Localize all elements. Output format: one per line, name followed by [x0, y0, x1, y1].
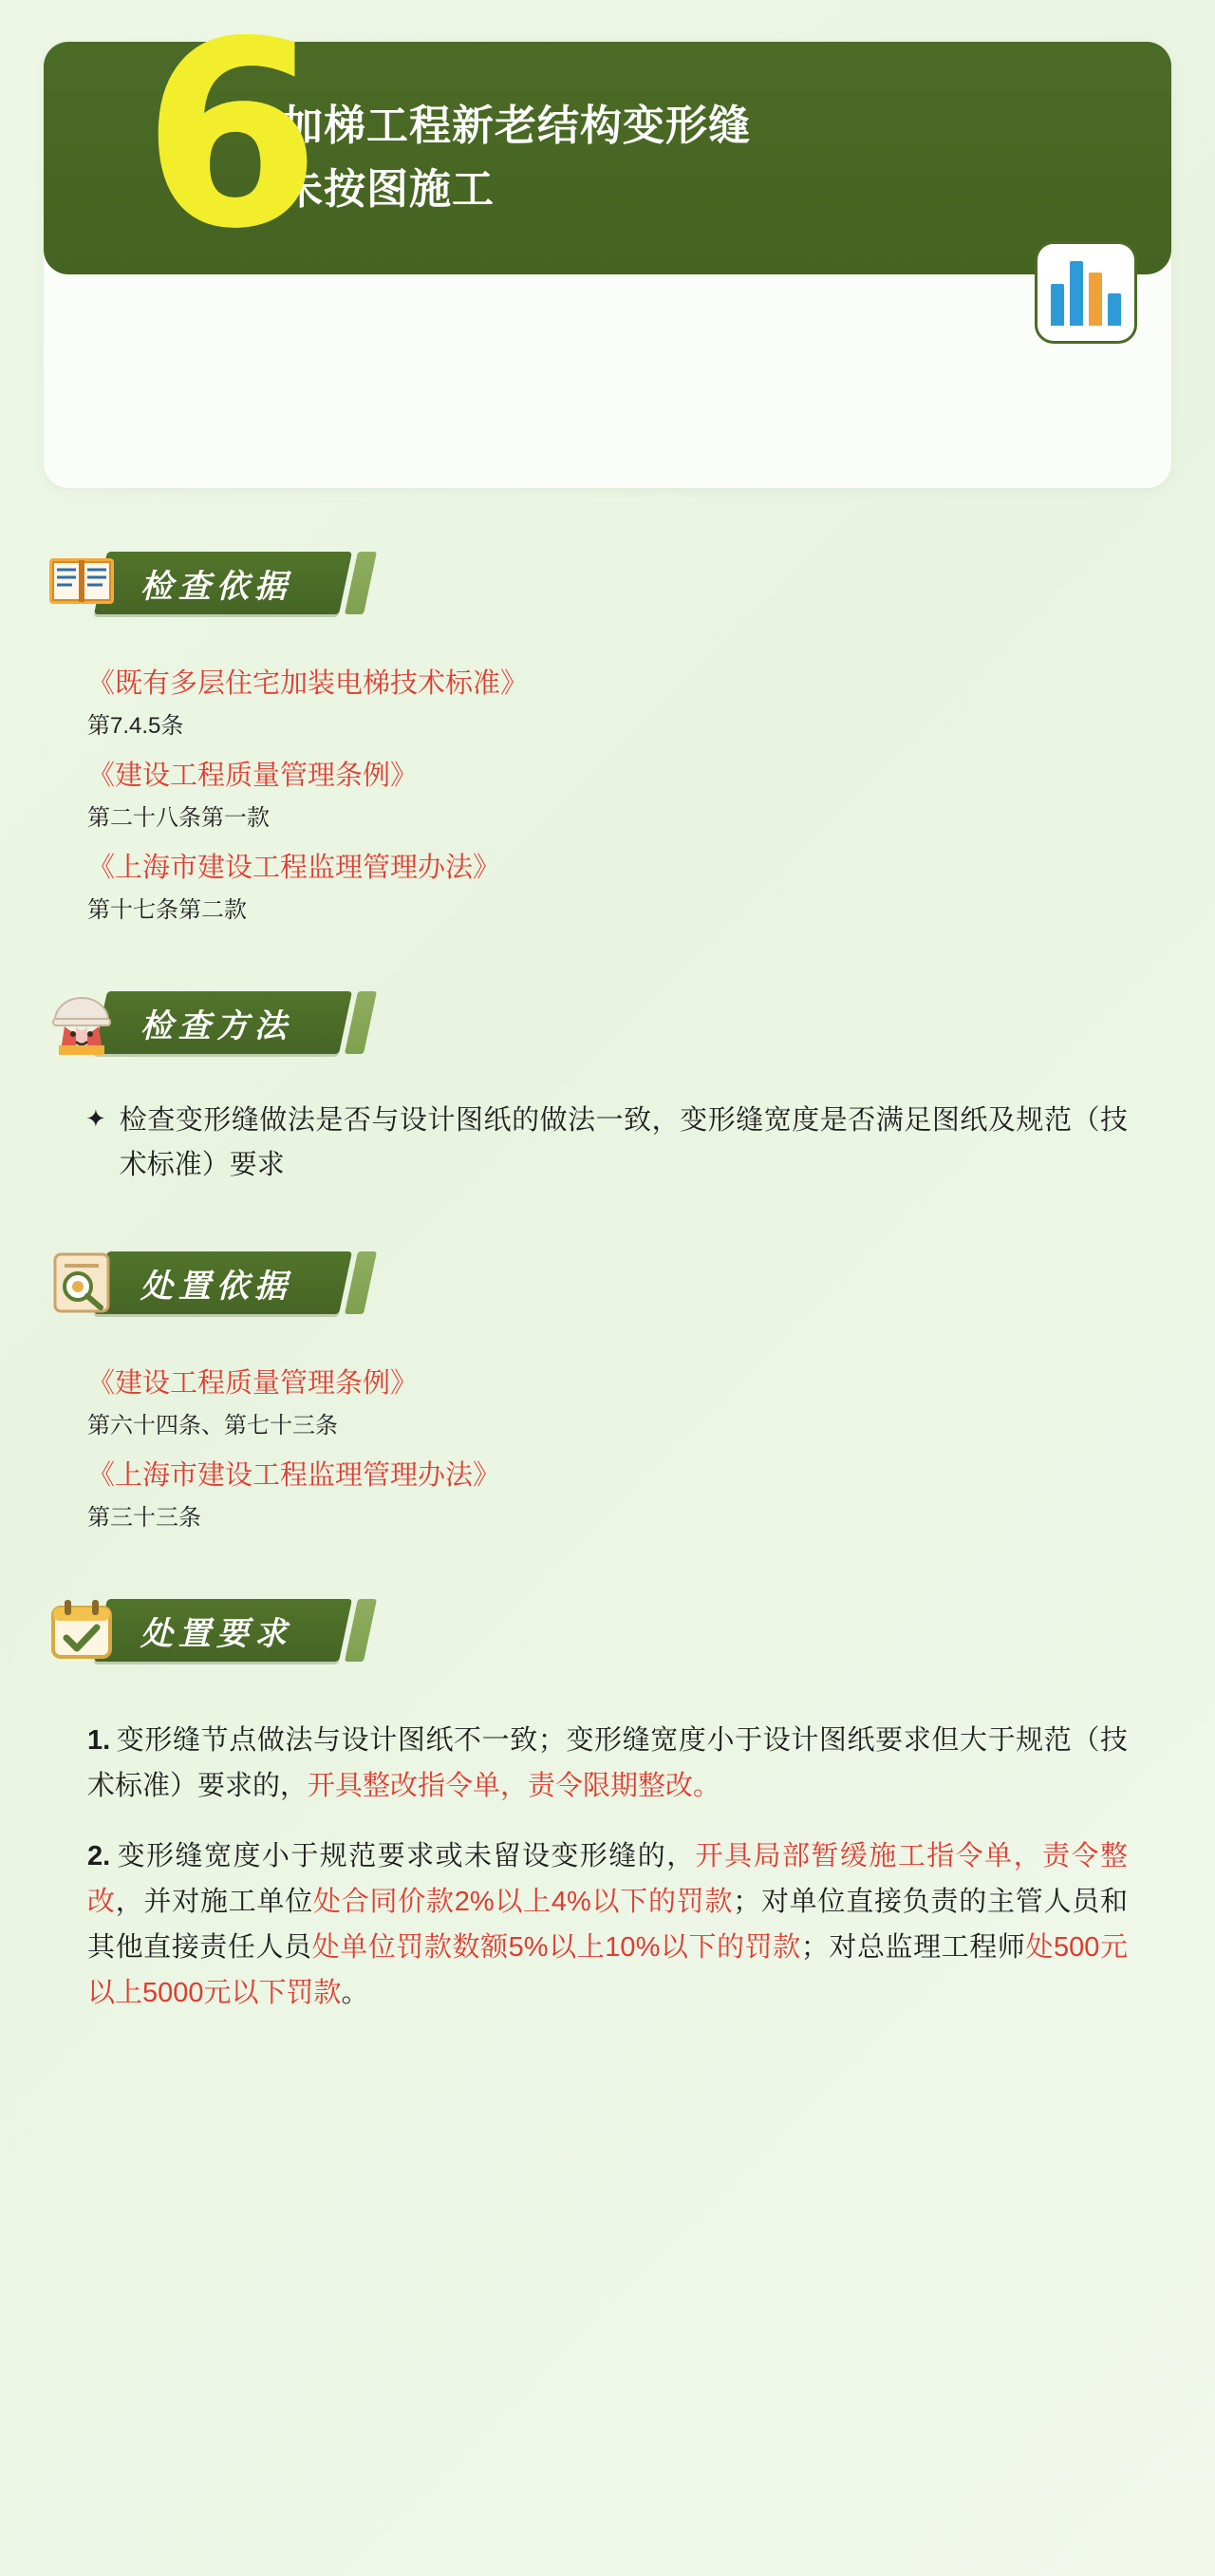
section-heading-inspection-basis [44, 537, 1171, 629]
title-band [44, 0, 1171, 285]
disposal-basis-list [44, 1345, 1171, 1535]
section-heading-disposal-requirements [44, 1585, 1171, 1676]
law-clause: 第三十三条 [87, 1504, 201, 1531]
law-title: 《建设工程质量管理条例》 [87, 760, 419, 791]
requirement-highlight: 处500元以上5000元以下罚款 [87, 1932, 1128, 2009]
document-search-icon [47, 1249, 116, 1317]
requirement-text: ；对单位直接负责的主管人员和其他直接责任人员 [87, 1887, 1128, 1964]
header-card [44, 0, 1171, 488]
requirement-number: 2. [87, 1840, 111, 1871]
building-bar-2 [1070, 261, 1083, 326]
requirement-text: ；对总监理工程师 [800, 1932, 1026, 1964]
section-number: 6 [142, 0, 317, 285]
section-disposal-requirements [44, 1585, 1171, 2017]
open-book-icon [47, 549, 116, 617]
requirement-text: ，并对施工单位 [115, 1887, 313, 1917]
section-title-text: 检查方法 [140, 1007, 292, 1044]
building-bar-3 [1089, 273, 1102, 326]
section-heading-disposal-basis [44, 1237, 1171, 1328]
requirement-item [44, 1693, 1171, 1809]
section-title-text: 处置依据 [140, 1268, 292, 1305]
law-title: 《既有多层住宅加装电梯技术标准》 [87, 668, 529, 699]
section-inspection-basis [44, 537, 1171, 928]
ribbon-disposal-requirements [94, 1599, 352, 1662]
inspection-basis-list [44, 646, 1171, 928]
ribbon-disposal-basis [94, 1251, 352, 1314]
calendar-check-icon [47, 1596, 116, 1664]
law-clause: 第7.4.5条 [87, 712, 184, 739]
requirement-text: 。 [341, 1978, 369, 2009]
requirement-highlight: 处单位罚款数额5%以上10%以下的罚款 [311, 1932, 801, 1964]
section-title-text: 检查依据 [140, 568, 292, 605]
inspection-method-bullet [44, 1085, 1171, 1188]
law-title: 《建设工程质量管理条例》 [87, 1367, 419, 1399]
requirement-number: 1. [87, 1724, 111, 1756]
building-icon [1035, 241, 1137, 344]
building-bar-1 [1051, 284, 1064, 326]
section-inspection-method [44, 977, 1171, 1188]
page-title-line2: 未按图施工 [281, 165, 495, 213]
law-clause: 第二十八条第一款 [87, 804, 270, 831]
requirement-highlight: 开具局部暂缓施工指令单，责令整改 [87, 1840, 1128, 1917]
bullet-marker: ✦ [85, 1103, 106, 1133]
bullet-text: 检查变形缝做法是否与设计图纸的做法一致，变形缝宽度是否满足图纸及规范（技术标准）要求 [119, 1104, 1128, 1180]
ribbon-inspection-method [94, 991, 352, 1054]
requirement-text: 变形缝宽度小于规范要求或未留设变形缝的， [116, 1840, 696, 1871]
law-title: 《上海市建设工程监理管理办法》 [87, 1459, 501, 1491]
ribbon-inspection-basis [94, 552, 352, 614]
section-heading-inspection-method [44, 977, 1171, 1068]
law-clause: 第十七条第二款 [87, 896, 247, 923]
law-title: 《上海市建设工程监理管理办法》 [87, 852, 501, 883]
requirement-text: 变形缝节点做法与设计图纸不一致；变形缝宽度小于设计图纸要求但大于规范（技术标准）要求的， [87, 1724, 1128, 1801]
requirement-highlight: 开具整改指令单，责令限期整改。 [308, 1770, 721, 1801]
requirement-item [44, 1809, 1171, 2017]
section-title-text: 处置要求 [140, 1615, 292, 1652]
page-title-line1: 加梯工程新老结构变形缝 [281, 102, 751, 149]
requirement-highlight: 处合同价款2%以上4%以下的罚款 [312, 1887, 734, 1917]
section-disposal-basis [44, 1237, 1171, 1535]
law-clause: 第六十四条、第七十三条 [87, 1412, 338, 1438]
building-bar-4 [1108, 293, 1121, 326]
worker-helmet-icon [47, 988, 116, 1057]
